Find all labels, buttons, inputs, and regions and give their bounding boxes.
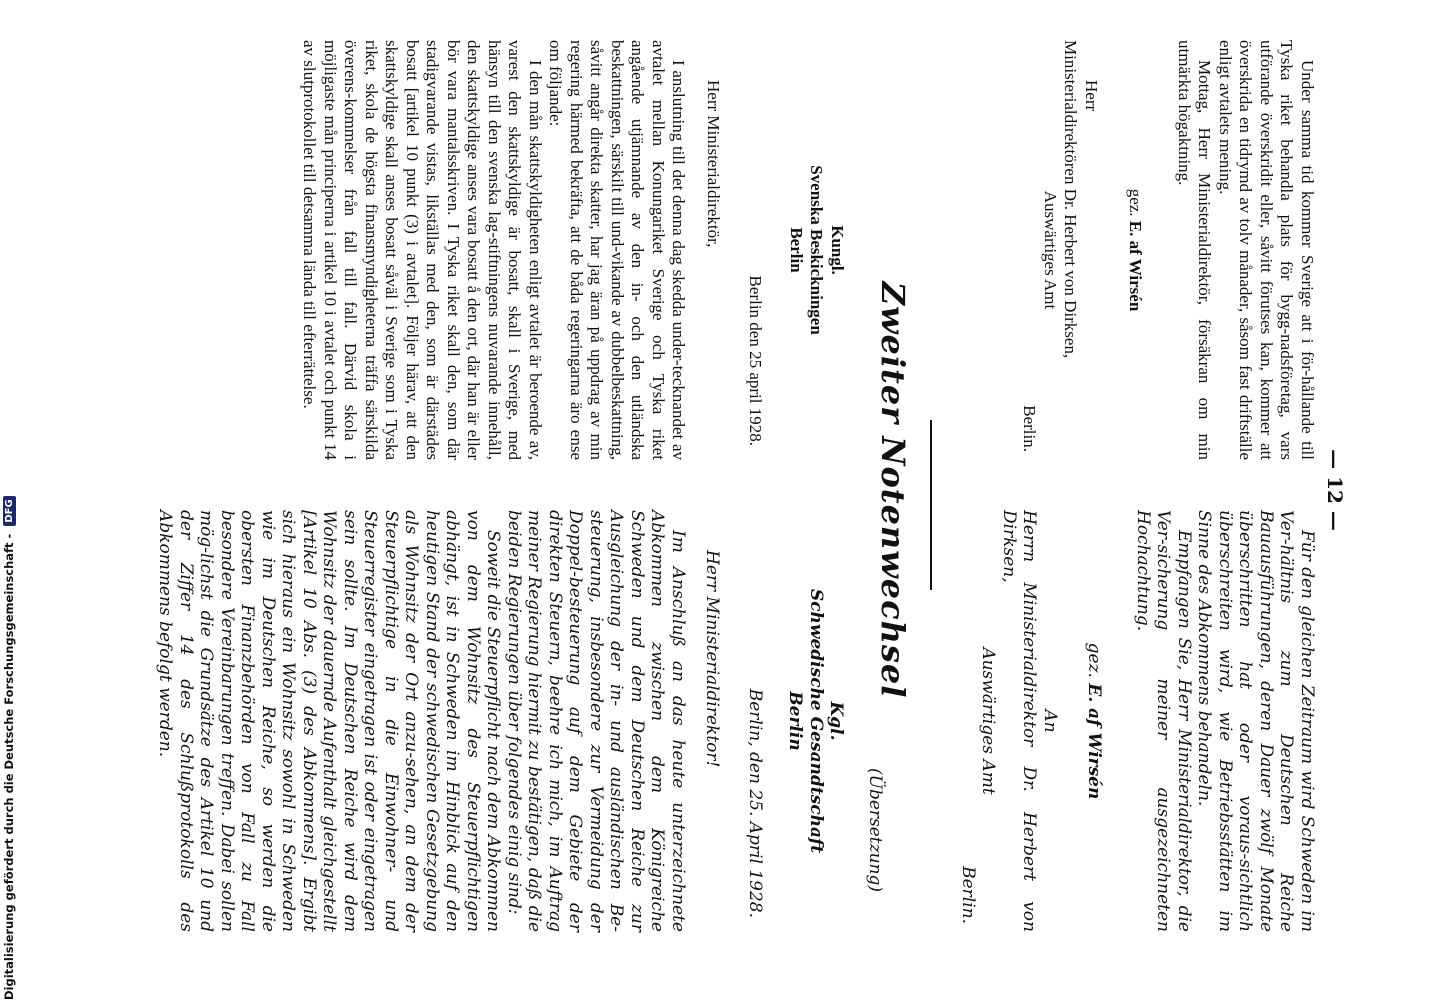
addressee-office: Auswärtiges Amt: [978, 647, 999, 795]
sender-line-1: Kungl.: [828, 225, 847, 275]
sender-line-1: Kgl.: [826, 701, 847, 741]
addressee-name: Herrn Ministerialdirektor Dr. Herbert von Dirksen,: [999, 510, 1040, 932]
section-divider: [930, 420, 932, 590]
signature-prefix: gez.: [1084, 642, 1105, 678]
german-closing: Empfangen Sie, Herr Ministerialdirektor, die Ver-sicherung meiner ausgezeichneten Hochachtung.: [1133, 510, 1194, 932]
german-column-top: [958, 510, 1318, 932]
swedish-paragraph-3: I den mån skattskyldigheten enligt avtalet är beroende av, varest den skattskyldige är bosatt, skall i Sverige, med hänsyn till den svenska lag-stiftningens nuvarande innehåll, den skattskyldige anses vara bosatt å den ort, där han är eller bör vara mantalsskriven. I Tyska riket skall den, som där stadigvarande vistas, likställas med den, som är därstädes bosatt [artikel 10 punkt (3) i avtalet]. Följer härav, att den skattskyldige skall anses bosatt såväl i Sverige som i Tyska riket, skola de högsta finansmyndigheterna träffa särskilda överens-kommelser från fall till fall. Därvid skola i möjligaste mån principerna i artikel 10 i avtalet och punkt 14 av slutprotokollet till detsamma lända till efterrättelse.: [300, 40, 545, 460]
rotated-document-page: [137, 40, 1347, 940]
swedish-paragraph-1: Under samma tid kommer Sverige att i för-hållande till Tyska riket behandla plats för bygg-nadsföretag, vars utförande överskridit eller, såvitt förutses kan, kommer att överskrida en tidrymd av tolv månader, såsom fast driftställe enligt avtalets mening.: [1216, 40, 1317, 460]
swedish-paragraph-2: I anslutning till det denna dag skedda under-tecknandet av avtalet mellan Konungariket Sverige och Tyska riket angående utjämnande av den in- och den utländska beskattningen, särskilt till und-vikande av dubbelbeskattning, såvitt angår direkta skatter, har jag äran på uppdrag av min regering härmed bekräfta, att de båda regeringarna äro ense om följande:: [546, 40, 689, 460]
addressee-office: Auswärtiges Amt: [1041, 190, 1060, 310]
german-paragraph-2: Im Anschluß an das heute unterzeichnete Abkommen zwischen dem Königreiche Schweden und dem Deutschen Reiche zur Ausgleichung der in- und ausländischen Be-steuerung, insbesondere zur Vermeidung der Doppel-besteuerung auf dem Gebiete der direkten Steuern, beehre ich mich, im Auftrag meiner Regierung hiermit zu bestätigen, daß die beiden Regierungen über folgendes einig sind:: [504, 510, 688, 932]
translation-note: (Übersetzung): [865, 767, 885, 892]
swedish-column-bottom: [299, 40, 847, 460]
salutation: Herr Ministerialdirektör,: [704, 80, 723, 248]
letter-date: Berlin, den 25. April 1928.: [745, 688, 765, 918]
section-title: Zweiter Notenwechsel: [874, 281, 912, 699]
digitization-credit: [2, 499, 16, 1000]
signature-name: E. af Wirsén: [1126, 220, 1146, 312]
sender-line-3: Berlin: [787, 227, 806, 273]
swedish-column-top: [1019, 40, 1317, 460]
german-signature: [1084, 510, 1105, 932]
sender-line-2: Schwedische Gesandtschaft: [806, 588, 826, 854]
credit-text: Digitalisierung gefördert durch die Deutsche Forschungsgemeinschaft -: [2, 533, 16, 1000]
addressee-city: Berlin.: [1020, 405, 1040, 452]
page-number: — 12 —: [1323, 449, 1347, 531]
letter-date: Berlin den 25 april 1928.: [746, 275, 766, 446]
addressee-label: Herr: [1082, 80, 1101, 112]
german-paragraph-1: Für den gleichen Zeitraum wird Schweden im Ver-hältnis zum Deutschen Reiche Bauausführungen, deren Dauer zwölf Monate überschritten hat oder voraus-sichtlich überschreiten wird, wie Betriebsstätten im Sinne des Abkommens behandeln.: [1194, 510, 1317, 932]
german-paragraph-3: Soweit die Steuerpflicht nach dem Abkommen von dem Wohnsitz des Steuerpflichtigen abhängt, ist in Schweden im Hinblick auf den heutigen Stand der schwedischen Gesetzgebung als Wohnsitz der Ort anzu-sehen, an dem der Steuerpflichtige in die Einwohner- und Steuerregister eingetragen ist oder eingetragen sein sollte. Im Deutschen Reiche wird dem Wohnsitz der dauernde Aufenthalt gleichgestellt [Artikel 10 Abs. (3) des Abkommens]. Ergibt sich hieraus ein Wohnsitz sowohl in Schweden wie im Deutschen Reiche, so werden die obersten Finanzbehörden von Fall zu Fall besondere Vereinbarungen treffen. Dabei sollen mög-lichst die Grundsätze des Artikel 10 und der Ziffer 14 des Schlußprotokolls des Abkommens befolgt werden.: [155, 510, 504, 932]
addressee-name: Ministerialdirektören Dr. Herbert von Dirksen,: [1061, 40, 1081, 359]
addressee-city: Berlin.: [958, 866, 978, 924]
sender-line-3: Berlin: [785, 691, 806, 751]
addressee-label: An: [1040, 709, 1060, 733]
swedish-closing: Mottag, Herr Ministerialdirektör, försäkran om min utmärkta högaktning.: [1175, 40, 1215, 460]
dfg-logo: DFG: [3, 496, 16, 525]
sender-line-2: Svenska Beskickningen: [807, 165, 827, 335]
signature-prefix: gez.: [1126, 188, 1146, 217]
german-column-bottom: [155, 510, 885, 932]
salutation: Herr Ministerialdirektor!: [702, 550, 723, 768]
swedish-signature: [1125, 40, 1146, 460]
signature-name: E. af Wirsén: [1084, 683, 1105, 800]
